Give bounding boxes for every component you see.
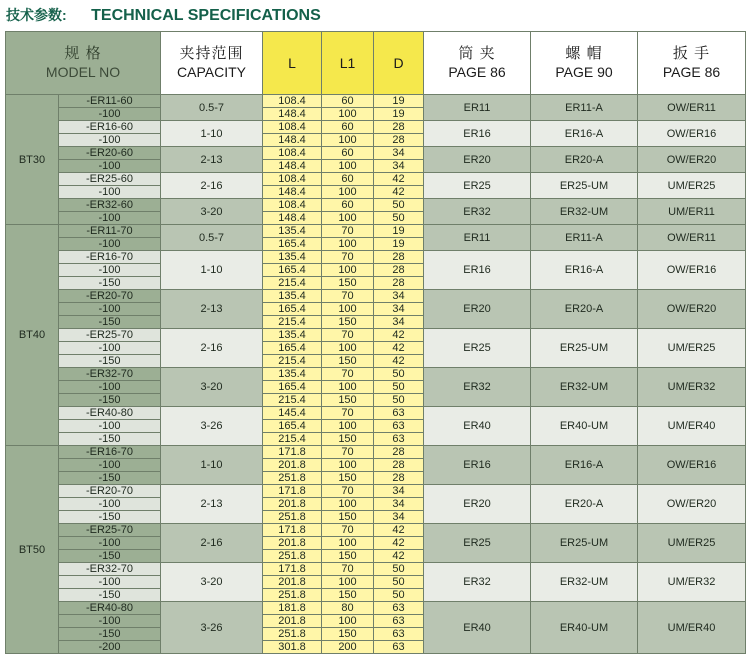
wrench-cell: OW/ER16 [638, 121, 746, 147]
collet-cell: ER11 [424, 225, 531, 251]
D-cell: 19 [374, 238, 424, 251]
L-cell: 215.4 [263, 316, 322, 329]
nut-cell: ER32-UM [531, 368, 638, 407]
page-title [6, 4, 321, 26]
L-cell: 201.8 [263, 576, 322, 589]
D-cell: 34 [374, 290, 424, 303]
collet-cell: ER25 [424, 329, 531, 368]
model-suffix: -ER32-60 [59, 199, 161, 212]
D-cell: 50 [374, 394, 424, 407]
model-suffix: -150 [59, 394, 161, 407]
table-row [6, 407, 746, 420]
L-cell: 165.4 [263, 381, 322, 394]
L-cell: 148.4 [263, 212, 322, 225]
nut-cell: ER11-A [531, 95, 638, 121]
L1-cell: 100 [322, 212, 374, 225]
D-cell: 34 [374, 303, 424, 316]
L1-cell: 100 [322, 303, 374, 316]
collet-cell: ER20 [424, 485, 531, 524]
D-cell: 63 [374, 602, 424, 615]
spec-table [5, 31, 746, 654]
header-L1: L1 [322, 32, 374, 95]
L1-cell: 150 [322, 355, 374, 368]
table-row [6, 368, 746, 381]
L-cell: 135.4 [263, 251, 322, 264]
L1-cell: 150 [322, 550, 374, 563]
wrench-cell: OW/ER16 [638, 251, 746, 290]
model-suffix: -100 [59, 498, 161, 511]
D-cell: 34 [374, 511, 424, 524]
D-cell: 28 [374, 251, 424, 264]
series-label: BT30 [6, 95, 59, 225]
L-cell: 108.4 [263, 147, 322, 160]
nut-cell: ER25-UM [531, 329, 638, 368]
wrench-cell: UM/ER32 [638, 368, 746, 407]
capacity-cell: 2-13 [161, 290, 263, 329]
wrench-cell: OW/ER11 [638, 95, 746, 121]
L-cell: 251.8 [263, 628, 322, 641]
D-cell: 19 [374, 108, 424, 121]
L-cell: 201.8 [263, 615, 322, 628]
model-suffix: -100 [59, 134, 161, 147]
model-suffix: -ER32-70 [59, 563, 161, 576]
L1-cell: 60 [322, 147, 374, 160]
collet-cell: ER40 [424, 407, 531, 446]
L1-cell: 150 [322, 472, 374, 485]
D-cell: 42 [374, 524, 424, 537]
model-suffix: -150 [59, 628, 161, 641]
L1-cell: 150 [322, 628, 374, 641]
L-cell: 215.4 [263, 433, 322, 446]
L1-cell: 150 [322, 277, 374, 290]
L1-cell: 100 [322, 576, 374, 589]
header-wrench-en: PAGE 86 [662, 64, 721, 80]
D-cell: 63 [374, 615, 424, 628]
header-model-en: MODEL NO [45, 64, 121, 80]
header-capacity-cn: 夹持范围 [179, 45, 244, 62]
model-suffix: -100 [59, 342, 161, 355]
D-cell: 50 [374, 589, 424, 602]
model-suffix: -100 [59, 212, 161, 225]
table-row [6, 147, 746, 160]
D-cell: 50 [374, 576, 424, 589]
L1-cell: 70 [322, 446, 374, 459]
nut-cell: ER16-A [531, 121, 638, 147]
model-suffix: -150 [59, 433, 161, 446]
D-cell: 63 [374, 641, 424, 654]
model-suffix: -150 [59, 316, 161, 329]
D-cell: 42 [374, 537, 424, 550]
model-suffix: -ER16-70 [59, 446, 161, 459]
nut-cell: ER20-A [531, 290, 638, 329]
L1-cell: 100 [322, 381, 374, 394]
D-cell: 34 [374, 498, 424, 511]
L-cell: 165.4 [263, 420, 322, 433]
model-suffix: -100 [59, 160, 161, 173]
L1-cell: 100 [322, 160, 374, 173]
nut-cell: ER20-A [531, 485, 638, 524]
L1-cell: 100 [322, 615, 374, 628]
D-cell: 50 [374, 563, 424, 576]
wrench-cell: OW/ER20 [638, 147, 746, 173]
table-row [6, 602, 746, 615]
capacity-cell: 1-10 [161, 251, 263, 290]
model-suffix: -100 [59, 186, 161, 199]
wrench-cell: UM/ER11 [638, 199, 746, 225]
L1-cell: 70 [322, 329, 374, 342]
model-suffix: -100 [59, 537, 161, 550]
model-suffix: -ER16-70 [59, 251, 161, 264]
model-suffix: -100 [59, 108, 161, 121]
model-suffix: -ER25-70 [59, 329, 161, 342]
L1-cell: 60 [322, 199, 374, 212]
model-suffix: -150 [59, 511, 161, 524]
table-row [6, 563, 746, 576]
model-suffix: -100 [59, 420, 161, 433]
D-cell: 34 [374, 160, 424, 173]
nut-cell: ER40-UM [531, 602, 638, 654]
collet-cell: ER16 [424, 446, 531, 485]
L-cell: 251.8 [263, 550, 322, 563]
L1-cell: 100 [322, 186, 374, 199]
L1-cell: 70 [322, 563, 374, 576]
model-suffix: -100 [59, 264, 161, 277]
model-suffix: -ER40-80 [59, 407, 161, 420]
L-cell: 135.4 [263, 329, 322, 342]
D-cell: 50 [374, 212, 424, 225]
L1-cell: 150 [322, 511, 374, 524]
L-cell: 135.4 [263, 290, 322, 303]
D-cell: 42 [374, 329, 424, 342]
header-capacity [161, 32, 263, 95]
capacity-cell: 3-20 [161, 368, 263, 407]
table-row [6, 329, 746, 342]
D-cell: 50 [374, 199, 424, 212]
table-row [6, 524, 746, 537]
L1-cell: 150 [322, 316, 374, 329]
L1-cell: 60 [322, 95, 374, 108]
title-en: TECHNICAL SPECIFICATIONS [91, 7, 321, 24]
L-cell: 215.4 [263, 394, 322, 407]
collet-cell: ER40 [424, 602, 531, 654]
L-cell: 215.4 [263, 355, 322, 368]
model-suffix: -ER40-80 [59, 602, 161, 615]
L-cell: 148.4 [263, 134, 322, 147]
L1-cell: 150 [322, 394, 374, 407]
wrench-cell: OW/ER20 [638, 290, 746, 329]
nut-cell: ER32-UM [531, 199, 638, 225]
header-D: D [374, 32, 424, 95]
wrench-cell: UM/ER25 [638, 173, 746, 199]
L1-cell: 60 [322, 173, 374, 186]
D-cell: 28 [374, 121, 424, 134]
header-collet-cn: 筒 夹 [458, 45, 496, 62]
header-wrench [638, 32, 746, 95]
capacity-cell: 1-10 [161, 121, 263, 147]
L1-cell: 70 [322, 368, 374, 381]
L-cell: 251.8 [263, 589, 322, 602]
model-suffix: -200 [59, 641, 161, 654]
table-row [6, 95, 746, 108]
model-suffix: -150 [59, 589, 161, 602]
L-cell: 215.4 [263, 277, 322, 290]
model-suffix: -ER20-70 [59, 290, 161, 303]
L1-cell: 100 [322, 498, 374, 511]
L-cell: 251.8 [263, 511, 322, 524]
L-cell: 165.4 [263, 238, 322, 251]
D-cell: 34 [374, 485, 424, 498]
nut-cell: ER40-UM [531, 407, 638, 446]
capacity-cell: 0.5-7 [161, 225, 263, 251]
D-cell: 34 [374, 147, 424, 160]
model-suffix: -100 [59, 459, 161, 472]
collet-cell: ER25 [424, 173, 531, 199]
L1-cell: 70 [322, 251, 374, 264]
model-suffix: -ER32-70 [59, 368, 161, 381]
D-cell: 42 [374, 550, 424, 563]
wrench-cell: OW/ER20 [638, 485, 746, 524]
D-cell: 42 [374, 186, 424, 199]
wrench-cell: UM/ER25 [638, 329, 746, 368]
L1-cell: 100 [322, 459, 374, 472]
capacity-cell: 3-20 [161, 563, 263, 602]
L1-cell: 100 [322, 264, 374, 277]
D-cell: 63 [374, 420, 424, 433]
capacity-cell: 1-10 [161, 446, 263, 485]
series-label: BT40 [6, 225, 59, 446]
nut-cell: ER16-A [531, 446, 638, 485]
D-cell: 50 [374, 381, 424, 394]
L-cell: 201.8 [263, 459, 322, 472]
collet-cell: ER25 [424, 524, 531, 563]
capacity-cell: 3-20 [161, 199, 263, 225]
capacity-cell: 2-16 [161, 329, 263, 368]
L-cell: 148.4 [263, 160, 322, 173]
model-suffix: -ER25-60 [59, 173, 161, 186]
L1-cell: 100 [322, 108, 374, 121]
L-cell: 301.8 [263, 641, 322, 654]
L1-cell: 150 [322, 433, 374, 446]
model-suffix: -ER20-70 [59, 485, 161, 498]
L1-cell: 100 [322, 134, 374, 147]
L1-cell: 70 [322, 485, 374, 498]
series-label: BT50 [6, 446, 59, 654]
L-cell: 171.8 [263, 524, 322, 537]
L-cell: 165.4 [263, 303, 322, 316]
L1-cell: 100 [322, 537, 374, 550]
L-cell: 108.4 [263, 173, 322, 186]
L-cell: 148.4 [263, 186, 322, 199]
header-model [6, 32, 161, 95]
header-collet [424, 32, 531, 95]
collet-cell: ER16 [424, 251, 531, 290]
table-header [6, 32, 746, 95]
D-cell: 42 [374, 342, 424, 355]
table-row [6, 225, 746, 238]
table-row [6, 290, 746, 303]
L-cell: 145.4 [263, 407, 322, 420]
nut-cell: ER32-UM [531, 563, 638, 602]
capacity-cell: 2-16 [161, 524, 263, 563]
L1-cell: 70 [322, 225, 374, 238]
collet-cell: ER32 [424, 563, 531, 602]
L1-cell: 60 [322, 121, 374, 134]
capacity-cell: 0.5-7 [161, 95, 263, 121]
wrench-cell: OW/ER16 [638, 446, 746, 485]
L-cell: 108.4 [263, 199, 322, 212]
D-cell: 50 [374, 368, 424, 381]
D-cell: 28 [374, 459, 424, 472]
collet-cell: ER32 [424, 368, 531, 407]
L-cell: 251.8 [263, 472, 322, 485]
L1-cell: 200 [322, 641, 374, 654]
collet-cell: ER11 [424, 95, 531, 121]
L-cell: 171.8 [263, 563, 322, 576]
header-collet-en: PAGE 86 [448, 64, 506, 80]
table-row [6, 173, 746, 186]
table-row [6, 199, 746, 212]
header-wrench-cn: 扳 手 [672, 45, 711, 62]
model-suffix: -ER16-60 [59, 121, 161, 134]
L1-cell: 100 [322, 420, 374, 433]
D-cell: 28 [374, 277, 424, 290]
nut-cell: ER11-A [531, 225, 638, 251]
header-capacity-en: CAPACITY [177, 64, 246, 80]
model-suffix: -100 [59, 238, 161, 251]
model-suffix: -100 [59, 576, 161, 589]
D-cell: 28 [374, 134, 424, 147]
D-cell: 63 [374, 433, 424, 446]
collet-cell: ER20 [424, 290, 531, 329]
nut-cell: ER25-UM [531, 173, 638, 199]
model-suffix: -150 [59, 277, 161, 290]
collet-cell: ER32 [424, 199, 531, 225]
table-row [6, 251, 746, 264]
header-nut-cn: 螺 帽 [565, 45, 603, 62]
D-cell: 63 [374, 628, 424, 641]
header-model-cn: 规 格 [64, 45, 102, 62]
model-suffix: -150 [59, 472, 161, 485]
L-cell: 171.8 [263, 446, 322, 459]
D-cell: 28 [374, 264, 424, 277]
L-cell: 165.4 [263, 264, 322, 277]
D-cell: 42 [374, 173, 424, 186]
wrench-cell: UM/ER40 [638, 602, 746, 654]
D-cell: 19 [374, 225, 424, 238]
capacity-cell: 3-26 [161, 602, 263, 654]
D-cell: 34 [374, 316, 424, 329]
L-cell: 165.4 [263, 342, 322, 355]
L-cell: 135.4 [263, 368, 322, 381]
L-cell: 148.4 [263, 108, 322, 121]
wrench-cell: UM/ER25 [638, 524, 746, 563]
capacity-cell: 2-13 [161, 147, 263, 173]
table-body [6, 95, 746, 654]
D-cell: 42 [374, 355, 424, 368]
nut-cell: ER20-A [531, 147, 638, 173]
L-cell: 201.8 [263, 498, 322, 511]
L-cell: 108.4 [263, 121, 322, 134]
model-suffix: -ER25-70 [59, 524, 161, 537]
header-L: L [263, 32, 322, 95]
title-cn: 技术参数: [6, 7, 67, 23]
table-row [6, 121, 746, 134]
D-cell: 28 [374, 472, 424, 485]
L1-cell: 70 [322, 407, 374, 420]
L-cell: 181.8 [263, 602, 322, 615]
model-suffix: -150 [59, 355, 161, 368]
header-nut-en: PAGE 90 [555, 64, 613, 80]
model-suffix: -100 [59, 303, 161, 316]
L-cell: 108.4 [263, 95, 322, 108]
L1-cell: 100 [322, 238, 374, 251]
wrench-cell: UM/ER40 [638, 407, 746, 446]
header-nut [531, 32, 638, 95]
table-row [6, 446, 746, 459]
L1-cell: 70 [322, 290, 374, 303]
L-cell: 171.8 [263, 485, 322, 498]
model-suffix: -ER11-70 [59, 225, 161, 238]
L1-cell: 70 [322, 524, 374, 537]
model-suffix: -100 [59, 615, 161, 628]
model-suffix: -ER20-60 [59, 147, 161, 160]
capacity-cell: 3-26 [161, 407, 263, 446]
model-suffix: -100 [59, 381, 161, 394]
collet-cell: ER16 [424, 121, 531, 147]
model-suffix: -ER11-60 [59, 95, 161, 108]
L-cell: 201.8 [263, 537, 322, 550]
D-cell: 63 [374, 407, 424, 420]
model-suffix: -150 [59, 550, 161, 563]
nut-cell: ER25-UM [531, 524, 638, 563]
nut-cell: ER16-A [531, 251, 638, 290]
D-cell: 28 [374, 446, 424, 459]
D-cell: 19 [374, 95, 424, 108]
L1-cell: 80 [322, 602, 374, 615]
L1-cell: 100 [322, 342, 374, 355]
L1-cell: 150 [322, 589, 374, 602]
table-row [6, 485, 746, 498]
collet-cell: ER20 [424, 147, 531, 173]
capacity-cell: 2-16 [161, 173, 263, 199]
wrench-cell: UM/ER32 [638, 563, 746, 602]
wrench-cell: OW/ER11 [638, 225, 746, 251]
L-cell: 135.4 [263, 225, 322, 238]
capacity-cell: 2-13 [161, 485, 263, 524]
